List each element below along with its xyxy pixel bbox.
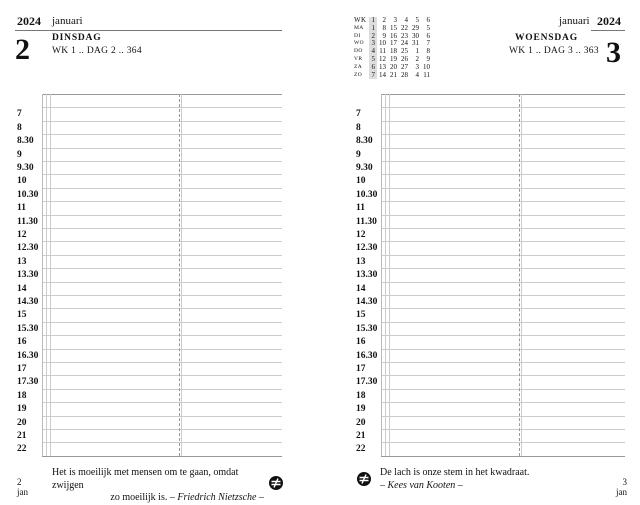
mini-calendar-date: 12	[378, 54, 386, 63]
hour-label: 22	[356, 444, 366, 455]
hour-label: 21	[17, 431, 27, 441]
hour-label: 9.30	[17, 163, 34, 173]
left-day-number: 2	[15, 33, 30, 66]
mini-calendar-date: 7	[371, 70, 375, 79]
grid-line	[381, 335, 625, 336]
mini-calendar-date: 2	[371, 31, 375, 40]
grid-line	[381, 161, 625, 162]
grid-line	[42, 255, 282, 256]
hour-label: 14.30	[356, 297, 378, 307]
hour-label: 10	[356, 176, 366, 187]
grid-line	[42, 429, 282, 430]
grid-line	[42, 416, 282, 417]
brand-logo-icon	[269, 476, 283, 490]
left-day-name: DINSDAG	[52, 33, 102, 43]
grid-column-line	[521, 94, 522, 456]
hour-label: 9	[17, 149, 22, 160]
mini-calendar-date: 4	[371, 47, 375, 56]
mini-calendar-week-number: 5	[415, 16, 419, 24]
hour-label: 8.30	[17, 136, 34, 147]
mini-calendar-week-number: 1	[371, 16, 375, 24]
brand-logo-icon	[357, 472, 371, 486]
mini-calendar-date: 9	[382, 31, 386, 40]
grid-line	[42, 295, 282, 296]
grid-line	[42, 228, 282, 229]
mini-calendar-date: 5	[426, 23, 430, 32]
grid-line	[381, 308, 625, 309]
mini-calendar-day-label: MA	[354, 24, 364, 31]
left-month: januari	[52, 15, 83, 27]
mini-calendar-date: 3	[371, 39, 375, 48]
hour-label: 7	[356, 109, 361, 120]
mini-calendar-date: 1	[371, 23, 375, 32]
hour-label: 9	[356, 149, 361, 160]
grid-column-line	[42, 94, 43, 456]
hour-label: 13.30	[17, 270, 39, 281]
hour-label: 20	[356, 417, 366, 428]
grid-line	[381, 402, 625, 403]
grid-line	[381, 362, 625, 363]
hour-label: 20	[17, 417, 27, 428]
hour-label: 14	[356, 283, 366, 294]
mini-calendar-date: 14	[378, 70, 386, 79]
hour-label: 11.30	[17, 216, 38, 227]
grid-line	[381, 228, 625, 229]
grid-line	[42, 362, 282, 363]
hour-label: 16	[17, 337, 27, 348]
right-day-name: WOENSDAG	[515, 33, 578, 43]
grid-line	[381, 188, 625, 189]
grid-column-line	[385, 94, 386, 456]
grid-line	[42, 375, 282, 376]
mini-calendar-date: 6	[426, 31, 430, 40]
hour-label: 9.30	[356, 163, 373, 173]
mini-calendar-date: 11	[379, 47, 386, 56]
mini-calendar-date: 2	[415, 54, 419, 63]
grid-line	[381, 215, 625, 216]
left-header-rule	[15, 30, 282, 31]
grid-column-line	[519, 94, 520, 456]
mini-calendar-date: 15	[389, 23, 397, 32]
grid-line	[381, 429, 625, 430]
hour-label: 15	[17, 310, 27, 321]
hour-label: 12.30	[356, 243, 378, 254]
left-footer-day: 2	[17, 477, 22, 487]
mini-calendar-date: 7	[426, 39, 430, 48]
grid-line	[381, 107, 625, 108]
hour-label: 14	[17, 283, 27, 294]
hour-label: 10	[17, 176, 27, 187]
hour-label: 18	[356, 390, 366, 401]
mini-calendar-date: 8	[382, 23, 386, 32]
grid-line	[42, 174, 282, 175]
mini-calendar-day-label: WO	[354, 40, 364, 47]
grid-column-line	[46, 94, 47, 456]
right-footer-month: jan	[616, 487, 627, 497]
hour-label: 11	[356, 203, 365, 214]
grid-line	[381, 282, 625, 283]
left-footer-month: jan	[17, 487, 28, 497]
grid-column-line	[181, 94, 182, 456]
left-week-info: WK 1 .. DAG 2 .. 364	[52, 46, 142, 56]
mini-calendar-week-number: 3	[393, 16, 397, 24]
hour-label: 16.30	[17, 350, 39, 361]
mini-calendar-week-number: 4	[404, 16, 408, 24]
mini-calendar-date: 25	[400, 47, 408, 56]
hour-label: 17.30	[17, 377, 39, 388]
right-month: januari	[559, 15, 590, 27]
hour-label: 17	[17, 364, 27, 374]
grid-line	[381, 416, 625, 417]
hour-label: 19	[17, 404, 27, 415]
hour-label: 17.30	[356, 377, 378, 388]
mini-calendar-date: 21	[389, 70, 397, 79]
mini-calendar-day-label: DI	[354, 32, 361, 39]
right-schedule-grid[interactable]	[381, 94, 625, 456]
mini-calendar-date: 31	[411, 39, 419, 48]
grid-line	[381, 134, 625, 135]
left-schedule-grid[interactable]	[42, 94, 282, 456]
mini-calendar-date: 29	[411, 23, 419, 32]
mini-calendar-date: 24	[400, 39, 408, 48]
hour-label: 12.30	[17, 243, 39, 254]
mini-calendar-date: 28	[400, 70, 408, 79]
hour-label: 15.30	[356, 323, 378, 334]
mini-calendar-date: 20	[389, 62, 397, 71]
left-footer-date	[17, 477, 28, 497]
grid-line	[42, 389, 282, 390]
mini-calendar-date: 22	[400, 23, 408, 32]
right-quote	[380, 467, 580, 492]
right-year: 2024	[597, 14, 621, 28]
hour-label: 22	[17, 444, 27, 455]
grid-line	[42, 215, 282, 216]
mini-calendar-date: 19	[389, 54, 397, 63]
grid-column-line	[381, 94, 382, 456]
hour-label: 13	[356, 256, 366, 267]
hour-label: 18	[17, 390, 27, 401]
right-quote-line1: De lach is onze stem in het kwadraat.	[380, 467, 530, 478]
mini-calendar-date: 10	[422, 62, 430, 71]
grid-line	[42, 94, 282, 95]
hour-label: 12	[17, 230, 27, 240]
mini-calendar-date: 11	[423, 70, 430, 79]
mini-calendar-date: 3	[415, 62, 419, 71]
hour-label: 7	[17, 109, 22, 120]
grid-line	[381, 174, 625, 175]
grid-line	[42, 308, 282, 309]
grid-line	[42, 161, 282, 162]
mini-calendar-week-label: WK	[354, 16, 367, 24]
mini-calendar-date: 9	[426, 54, 430, 63]
right-quote-author: – Kees van Kooten –	[380, 479, 463, 491]
grid-line	[42, 402, 282, 403]
mini-calendar-date: 13	[378, 62, 386, 71]
mini-calendar-date: 23	[400, 31, 408, 40]
grid-column-line	[389, 94, 390, 456]
left-quote-author: – Friedrich Nietzsche –	[169, 492, 264, 503]
grid-line	[381, 255, 625, 256]
hour-label: 15	[356, 310, 366, 321]
grid-line	[42, 456, 282, 457]
grid-line	[42, 322, 282, 323]
grid-line	[42, 188, 282, 189]
grid-line	[42, 349, 282, 350]
hour-label: 13	[17, 256, 27, 267]
right-footer-date	[611, 477, 627, 497]
hour-label: 15.30	[17, 323, 39, 334]
mini-calendar-date: 18	[389, 47, 397, 56]
grid-line	[381, 322, 625, 323]
grid-line	[381, 389, 625, 390]
grid-line	[42, 442, 282, 443]
right-week-info: WK 1 .. DAG 3 .. 363	[509, 46, 599, 56]
hour-label: 13.30	[356, 270, 378, 281]
grid-column-line	[50, 94, 51, 456]
hour-label: 11	[17, 203, 26, 214]
hour-label: 19	[356, 404, 366, 415]
grid-line	[381, 94, 625, 95]
grid-line	[381, 349, 625, 350]
grid-line	[381, 201, 625, 202]
grid-line	[381, 295, 625, 296]
hour-label: 14.30	[17, 297, 39, 307]
hour-label: 16.30	[356, 350, 378, 361]
grid-line	[381, 121, 625, 122]
mini-calendar-date: 4	[415, 70, 419, 79]
hour-label: 8	[356, 122, 361, 133]
hour-label: 11.30	[356, 216, 377, 227]
right-header-rule-short	[591, 30, 625, 31]
mini-calendar-date: 1	[415, 47, 419, 56]
mini-calendar-date: 26	[400, 54, 408, 63]
grid-line	[381, 442, 625, 443]
mini-calendar-date: 17	[389, 39, 397, 48]
mini-calendar-day-label: VR	[354, 55, 363, 62]
left-year: 2024	[17, 14, 41, 28]
hour-label: 12	[356, 230, 366, 240]
mini-calendar-date: 27	[400, 62, 408, 71]
grid-line	[42, 107, 282, 108]
mini-calendar-table	[352, 17, 432, 79]
grid-line	[42, 148, 282, 149]
hour-label: 17	[356, 364, 366, 374]
hour-label: 8.30	[356, 136, 373, 147]
hour-label: 16	[356, 337, 366, 348]
hour-label: 10.30	[17, 189, 39, 200]
grid-line	[42, 282, 282, 283]
grid-line	[381, 241, 625, 242]
mini-calendar-date: 10	[378, 39, 386, 48]
mini-calendar-date: 8	[426, 47, 430, 56]
mini-calendar	[352, 17, 432, 79]
mini-calendar-date: 5	[371, 54, 375, 63]
grid-line	[42, 335, 282, 336]
right-footer-day: 3	[622, 477, 627, 487]
left-quote	[52, 467, 264, 505]
grid-line	[381, 456, 625, 457]
mini-calendar-week-number: 2	[382, 16, 386, 24]
grid-line	[42, 201, 282, 202]
grid-line	[381, 375, 625, 376]
grid-line	[42, 268, 282, 269]
mini-calendar-date: 16	[389, 31, 397, 40]
hour-label: 10.30	[356, 189, 378, 200]
mini-calendar-date: 30	[411, 31, 419, 40]
hour-label: 21	[356, 431, 366, 441]
mini-calendar-week-number: 6	[426, 16, 430, 24]
grid-line	[381, 148, 625, 149]
grid-line	[42, 121, 282, 122]
left-quote-line1: Het is moeilijk met mensen om te gaan, omdat zwijgen	[52, 467, 239, 491]
grid-line	[42, 241, 282, 242]
mini-calendar-day-label: ZO	[354, 71, 363, 78]
mini-calendar-day-label: ZA	[354, 63, 363, 70]
left-quote-line2: zo moeilijk is.	[110, 492, 168, 503]
grid-column-line	[179, 94, 180, 456]
mini-calendar-date: 6	[371, 62, 375, 71]
hour-label: 8	[17, 122, 22, 133]
grid-line	[381, 268, 625, 269]
mini-calendar-day-label: DO	[354, 48, 363, 55]
grid-line	[42, 134, 282, 135]
right-day-number: 3	[606, 36, 621, 69]
